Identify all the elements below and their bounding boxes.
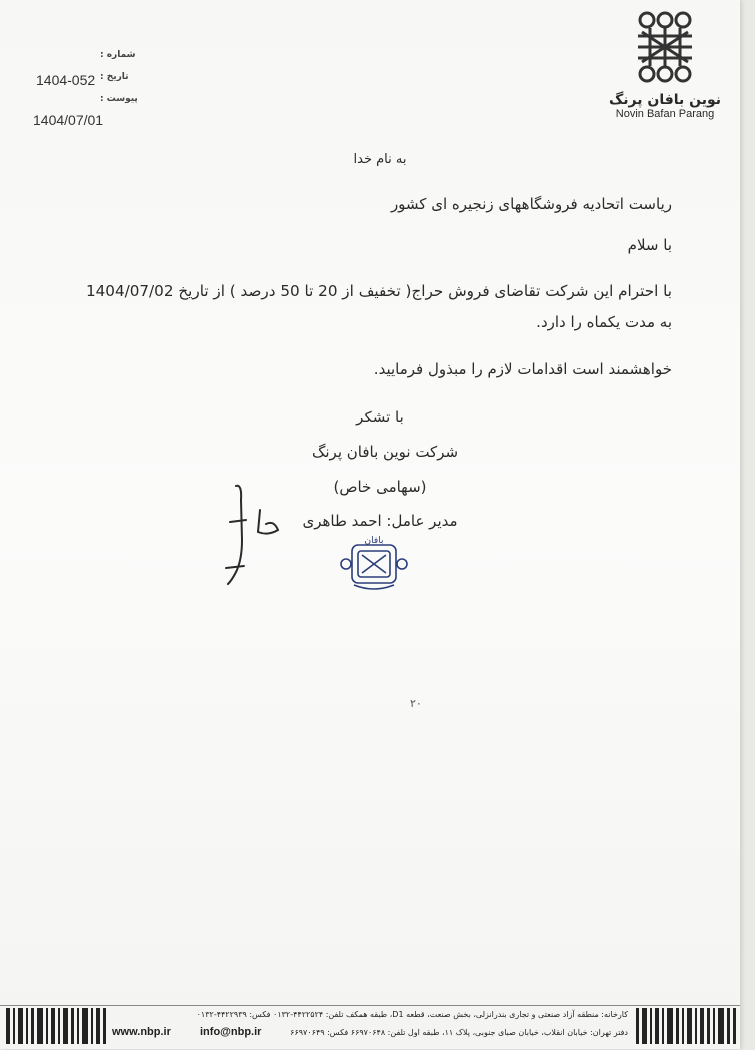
company-name-en: Novin Bafan Parang <box>615 108 715 120</box>
signatory: مدیر عامل: احمد طاهری <box>302 512 458 530</box>
date-label: تاریخ : <box>100 72 129 82</box>
body-line-1: با احترام این شرکت تقاضای فروش حراج( تخفیف از 20 تا 50 درصد ) از تاریخ 1404/07/02 <box>85 282 672 300</box>
company-name: شرکت نوین بافان پرنگ <box>311 443 459 461</box>
footer-email-link[interactable]: info@nbp.ir <box>200 1026 262 1038</box>
letter-number: 1404-052 <box>36 72 96 88</box>
company-stamp <box>338 533 410 595</box>
thanks: با تشکر <box>356 408 404 426</box>
footer-factory-address: کارخانه: منطقه آزاد صنعتی و تجاری بندرانزلی، بخش صنعت، قطعه D1، طبقه همکف تلفن: ۴۴۲۲۵۲۴-۰۱۳۲ فکس: ۴۴۲۲۹۳۹-۰۱۳۲ <box>196 1010 628 1019</box>
attachment-label: پیوست : <box>100 94 138 104</box>
company-logo <box>605 8 725 133</box>
company-name-fa: نوین بافان پرنگ <box>608 92 722 108</box>
body-line-2: به مدت یکماه را دارد. <box>536 313 672 331</box>
right-barcode-decoration <box>636 1008 736 1044</box>
greeting: با سلام <box>627 236 672 254</box>
bismillah: به نام خدا <box>353 152 407 167</box>
number-label: شماره : <box>100 50 136 60</box>
stamp-text: بافان <box>364 536 384 546</box>
left-barcode-decoration <box>6 1008 106 1044</box>
company-type: (سهامی خاص) <box>333 478 427 496</box>
knot-logo-icon <box>630 8 700 86</box>
page-mark: ۲۰ <box>410 697 422 710</box>
letter-date: 1404/07/01 <box>33 112 104 128</box>
handwritten-signature <box>222 480 282 590</box>
footer-office-address: دفتر تهران: خیابان انقلاب، خیابان صبای جنوبی، پلاک ۱۱، طبقه اول تلفن: ۶۶۹۷۰۶۴۸ فکس: ۶۶۹۷۰۶۴۹ <box>290 1028 628 1037</box>
request-line: خواهشمند است اقدامات لازم را مبذول فرمایید. <box>373 360 672 378</box>
recipient: ریاست اتحادیه فروشگاههای زنجیره ای کشور <box>390 195 672 213</box>
footer-website-link[interactable]: www.nbp.ir <box>112 1026 171 1038</box>
